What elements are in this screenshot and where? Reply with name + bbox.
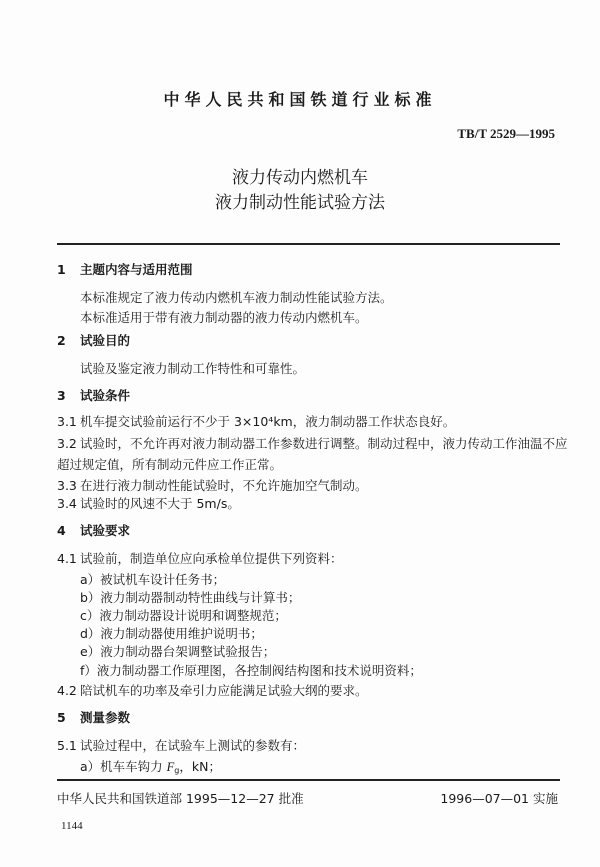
approval-date: 中华人民共和国铁道部 1995—12—27 批准 [57,791,304,806]
standard-code: TB/T 2529—1995 [457,126,555,141]
footer-rule [57,779,560,781]
list-item: e）液力制动器台架调整试验报告； [80,644,276,659]
section-5-heading: 5 测量参数 [57,710,131,725]
clause-3-3: 3.3 在进行液力制动性能试验时，不允许施加空气制动。 [57,478,368,493]
standard-org-header: 中华人民共和国铁道行业标准 [163,90,437,109]
list-item: a）被试机车设计任务书； [80,572,226,587]
clause-3-1: 3.1 机车提交试验前运行不少于 3×10⁴km，液力制动器工作状态良好。 [57,414,456,429]
page-number: 1144 [61,820,83,832]
clause-5-1-item-a: a）机车车钩力 $F_g$，kN； [80,759,221,775]
section-3-heading: 3 试验条件 [57,388,131,403]
section-2-heading: 2 试验目的 [57,333,131,348]
list-item: c）液力制动器设计说明和调整规范； [80,608,287,623]
section-1-p2: 本标准适用于带有液力制动器的液力传动内燃机车。 [80,310,368,325]
clause-4-1: 4.1 试验前，制造单位应向承检单位提供下列资料： [57,551,343,566]
clause-5-1: 5.1 试验过程中，在试验车上测试的参数有： [57,738,306,753]
list-item: d）液力制动器使用维护说明书； [80,626,263,641]
section-4-heading: 4 试验要求 [57,523,131,538]
doc-title-line2: 液力制动性能试验方法 [215,193,385,213]
section-1-heading: 1 主题内容与适用范围 [57,262,193,277]
clause-4-2: 4.2 陪试机车的功率及牵引力应能满足试验大纲的要求。 [57,683,368,698]
effective-date: 1996—07—01 实施 [440,791,558,806]
section-2-p1: 试验及鉴定液力制动工作特性和可靠性。 [80,361,306,376]
section-1-p1: 本标准规定了液力传动内燃机车液力制动性能试验方法。 [80,290,393,305]
list-item: b）液力制动器制动特性曲线与计算书； [80,590,301,605]
clause-3-4: 3.4 试验时的风速不大于 5m/s。 [57,496,240,511]
header-rule [57,243,560,245]
clause-3-2-cont: 超过规定值，所有制动元件应工作正常。 [57,457,283,472]
doc-title-line1: 液力传动内燃机车 [232,168,368,188]
clause-3-2: 3.2 试验时，不允许再对液力制动器工作参数进行调整。制动过程中，液力传动工作油温不应 [57,436,568,451]
list-item: f）液力制动器工作原理图，各控制阀结构图和技术说明资料； [80,663,422,678]
